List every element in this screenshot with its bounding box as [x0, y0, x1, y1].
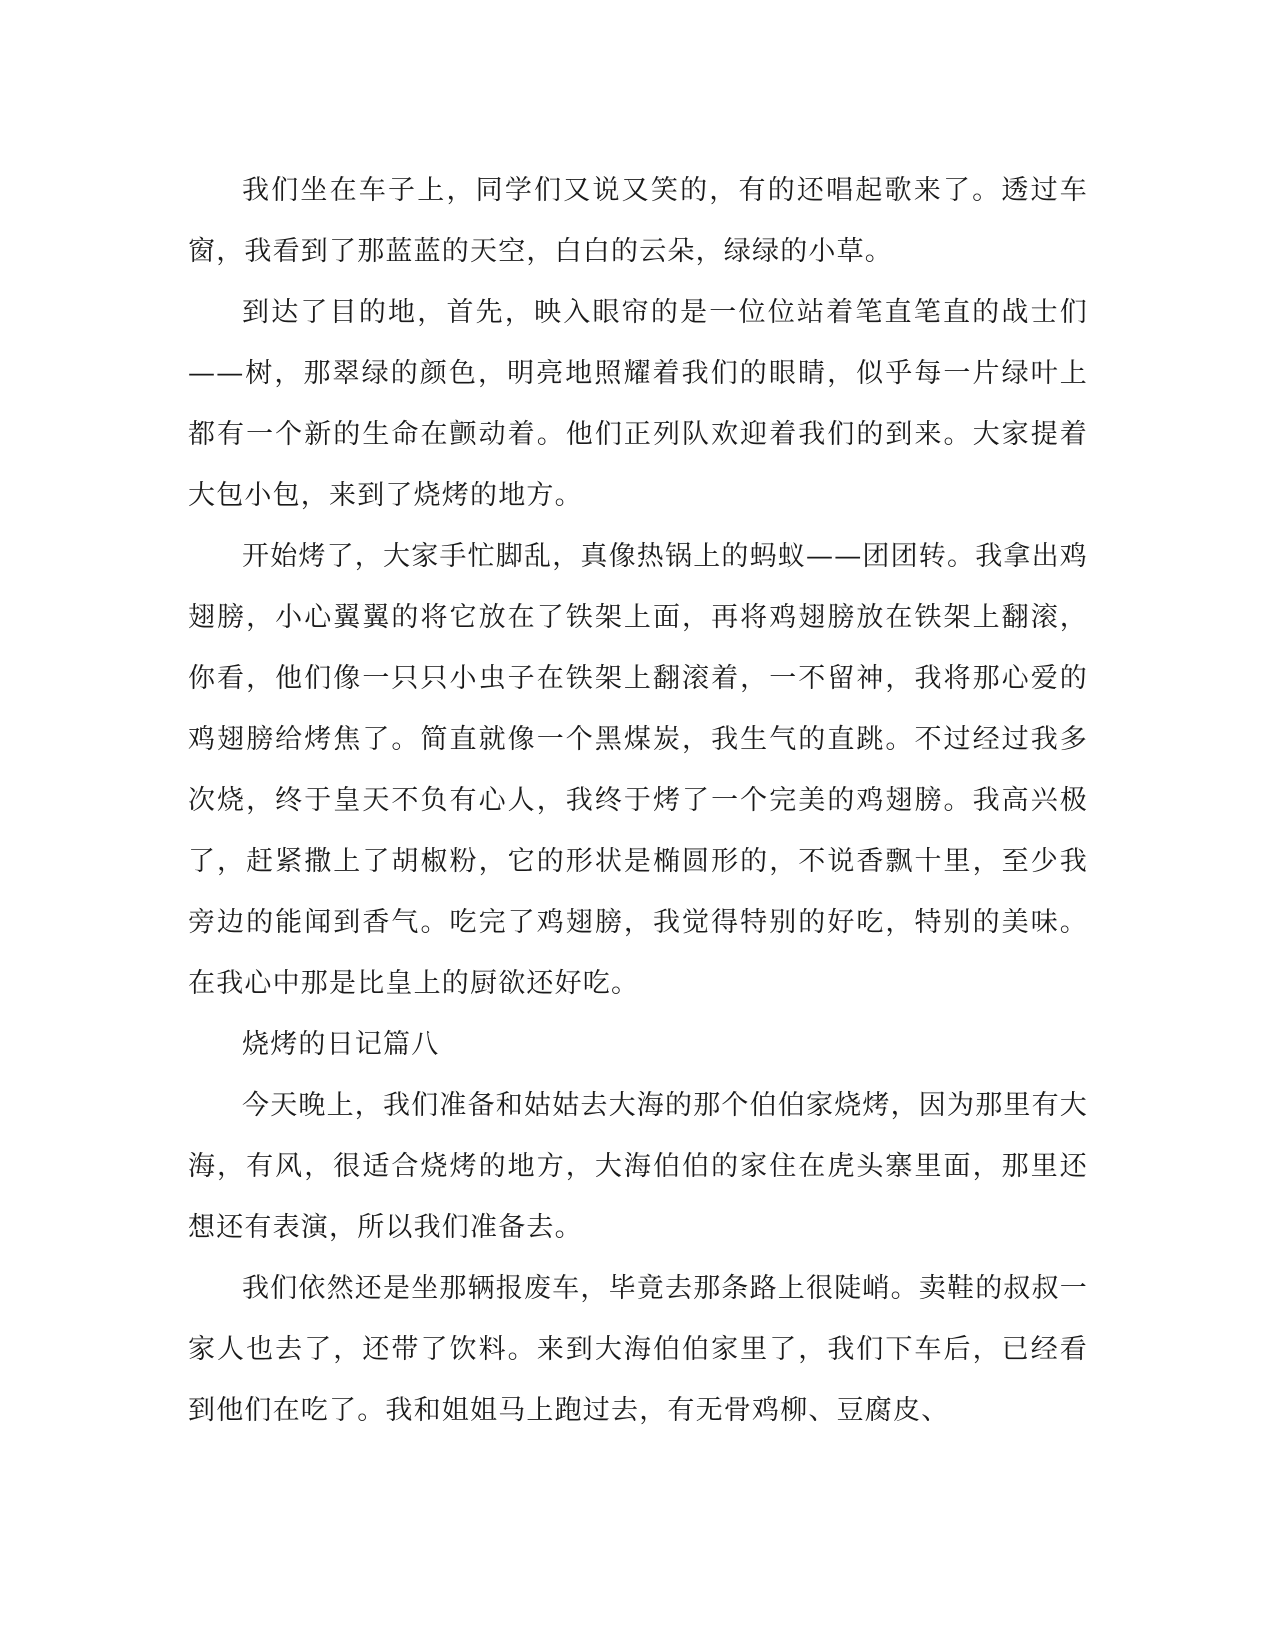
document-body [188, 160, 1088, 1441]
paragraph-journey: 我们依然还是坐那辆报废车，毕竟去那条路上很陡峭。卖鞋的叔叔一家人也去了，还带了饮料。来到大海伯伯家里了，我们下车后，已经看到他们在吃了。我和姐姐马上跑过去，有无骨鸡柳、豆腐皮、 [188, 1273, 1088, 1426]
paragraph-bus-ride: 我们坐在车子上，同学们又说又笑的，有的还唱起歌来了。透过车窗，我看到了那蓝蓝的天空，白白的云朵，绿绿的小草。 [188, 175, 1088, 267]
paragraph-arrival: 到达了目的地，首先，映入眼帘的是一位位站着笔直笔直的战士们——树，那翠绿的颜色，明亮地照耀着我们的眼睛，似乎每一片绿叶上都有一个新的生命在颤动着。他们正列队欢迎着我们的到来。大家提着大包小包，来到了烧烤的地方。 [188, 297, 1088, 511]
section-heading: 烧烤的日记篇八 [242, 1029, 440, 1060]
paragraph-grilling: 开始烤了，大家手忙脚乱，真像热锅上的蚂蚁——团团转。我拿出鸡翅膀，小心翼翼的将它放在了铁架上面，再将鸡翅膀放在铁架上翻滚，你看，他们像一只只小虫子在铁架上翻滚着，一不留神，我将那心爱的鸡翅膀给烤焦了。简直就像一个黑煤炭，我生气的直跳。不过经过我多次烧，终于皇天不负有心人，我终于烤了一个完美的鸡翅膀。我高兴极了，赶紧撒上了胡椒粉，它的形状是椭圆形的，不说香飘十里，至少我旁边的能闻到香气。吃完了鸡翅膀，我觉得特别的好吃，特别的美味。在我心中那是比皇上的厨欲还好吃。 [188, 541, 1088, 999]
paragraph-evening-plan: 今天晚上，我们准备和姑姑去大海的那个伯伯家烧烤，因为那里有大海，有风，很适合烧烤的地方，大海伯伯的家住在虎头寨里面，那里还想还有表演，所以我们准备去。 [188, 1090, 1088, 1243]
